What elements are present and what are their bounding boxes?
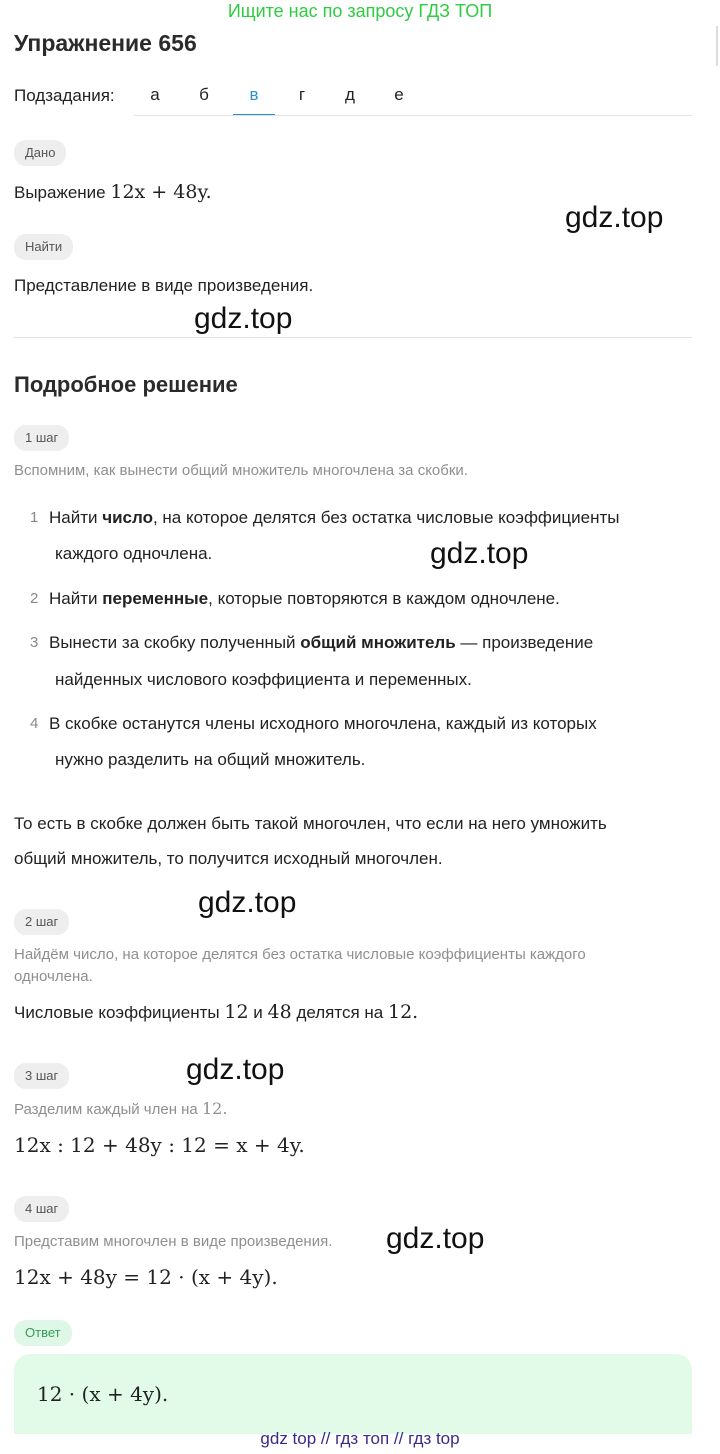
list-item-line2: каждого одночлена. (55, 544, 213, 563)
list-item-bold: число (102, 508, 153, 527)
step3-hint-math: 12. (201, 1099, 228, 1118)
given-expression: 12x + 48y. (110, 181, 212, 203)
step3-badge: 3 шаг (14, 1063, 69, 1089)
explanation-line: То есть в скобке должен быть такой многочлен, что если на него умножить (14, 814, 607, 833)
list-item-text: , которые повторяются в каждом одночлене. (208, 589, 560, 608)
watermark: gdz.top (386, 1222, 485, 1255)
section-divider (14, 337, 692, 338)
given-text (14, 180, 212, 205)
step2-text: делятся на (296, 1003, 384, 1022)
step2-text: Числовые коэффициенты (14, 1003, 220, 1022)
step1-hint: Вспомним, как вынести общий множитель многочлена за скобки. (14, 462, 468, 479)
step3-hint (14, 1098, 227, 1121)
watermark: gdz.top (198, 886, 297, 919)
step3-equation: 12x : 12 + 48y : 12 = x + 4y. (14, 1133, 305, 1157)
find-badge: Найти (14, 234, 73, 260)
scrollbar[interactable] (716, 26, 718, 66)
list-number: 2 (30, 590, 39, 607)
list-number: 3 (30, 634, 39, 651)
explanation-line: общий множитель, то получится исходный многочлен. (14, 849, 443, 868)
subtask-tab-a[interactable]: а (150, 85, 160, 104)
watermark: gdz.top (194, 302, 293, 335)
list-item-line2: нужно разделить на общий множитель. (55, 750, 366, 769)
step2-math: 48 (267, 1001, 292, 1023)
tabs-divider (134, 115, 692, 116)
step4-hint: Представим многочлен в виде произведения. (14, 1233, 333, 1250)
list-item (49, 712, 597, 736)
step3-hint-text: Разделим каждый член на (14, 1101, 198, 1118)
step2-result (14, 1000, 418, 1025)
list-number: 4 (30, 715, 39, 732)
subtask-tab-g[interactable]: г (298, 85, 306, 104)
search-banner[interactable]: Ищите нас по запросу ГДЗ ТОП (227, 1, 493, 21)
answer-badge: Ответ (14, 1320, 72, 1346)
step4-badge: 4 шаг (14, 1196, 69, 1222)
list-item (49, 587, 560, 611)
list-item-text: Вынести за скобку полученный (49, 633, 301, 652)
subtask-tab-e[interactable]: е (394, 85, 404, 104)
list-item (49, 631, 593, 655)
find-text: Представление в виде произведения. (14, 276, 314, 295)
list-item-text: Найти (49, 589, 103, 608)
step4-equation: 12x + 48y = 12 · (x + 4y). (14, 1265, 278, 1289)
step2-hint: Найдём число, на которое делятся без остатка числовые коэффициенты каждого (14, 946, 586, 963)
watermark: gdz.top (430, 537, 529, 570)
list-item-bold: общий множитель (300, 633, 456, 652)
footer-links[interactable]: gdz top // гдз топ // гдз top (260, 1429, 460, 1448)
subtask-tab-b[interactable]: б (199, 85, 209, 104)
subtask-tab-v[interactable]: в (233, 84, 275, 116)
watermark: gdz.top (565, 201, 664, 234)
step2-math: 12 (224, 1001, 249, 1023)
page-title: Упражнение 656 (14, 30, 197, 56)
given-badge: Дано (14, 140, 66, 166)
given-label: Выражение (14, 183, 106, 202)
step2-text: и (253, 1003, 263, 1022)
watermark: gdz.top (186, 1053, 285, 1086)
list-number: 1 (30, 509, 39, 526)
list-item-text: В скобке останутся члены исходного многочлена, каждый из которых (49, 714, 597, 733)
subtasks-label: Подзадания: (14, 86, 115, 105)
list-item-text: , на которое делятся без остатка числовые коэффициенты (152, 508, 620, 527)
list-item-text: — произведение (455, 633, 594, 652)
solution-heading: Подробное решение (14, 372, 238, 397)
list-item (49, 506, 620, 530)
step2-math: 12. (388, 1001, 419, 1023)
step2-badge: 2 шаг (14, 909, 69, 935)
list-item-line2: найденных числового коэффициента и переменных. (55, 670, 472, 689)
list-item-bold: переменные (102, 589, 209, 608)
answer-expression: 12 · (x + 4y). (37, 1382, 169, 1406)
list-item-text: Найти (49, 508, 103, 527)
step1-badge: 1 шаг (14, 425, 69, 451)
subtask-tab-d[interactable]: д (345, 85, 355, 104)
step2-hint-cont: одночлена. (14, 968, 93, 985)
